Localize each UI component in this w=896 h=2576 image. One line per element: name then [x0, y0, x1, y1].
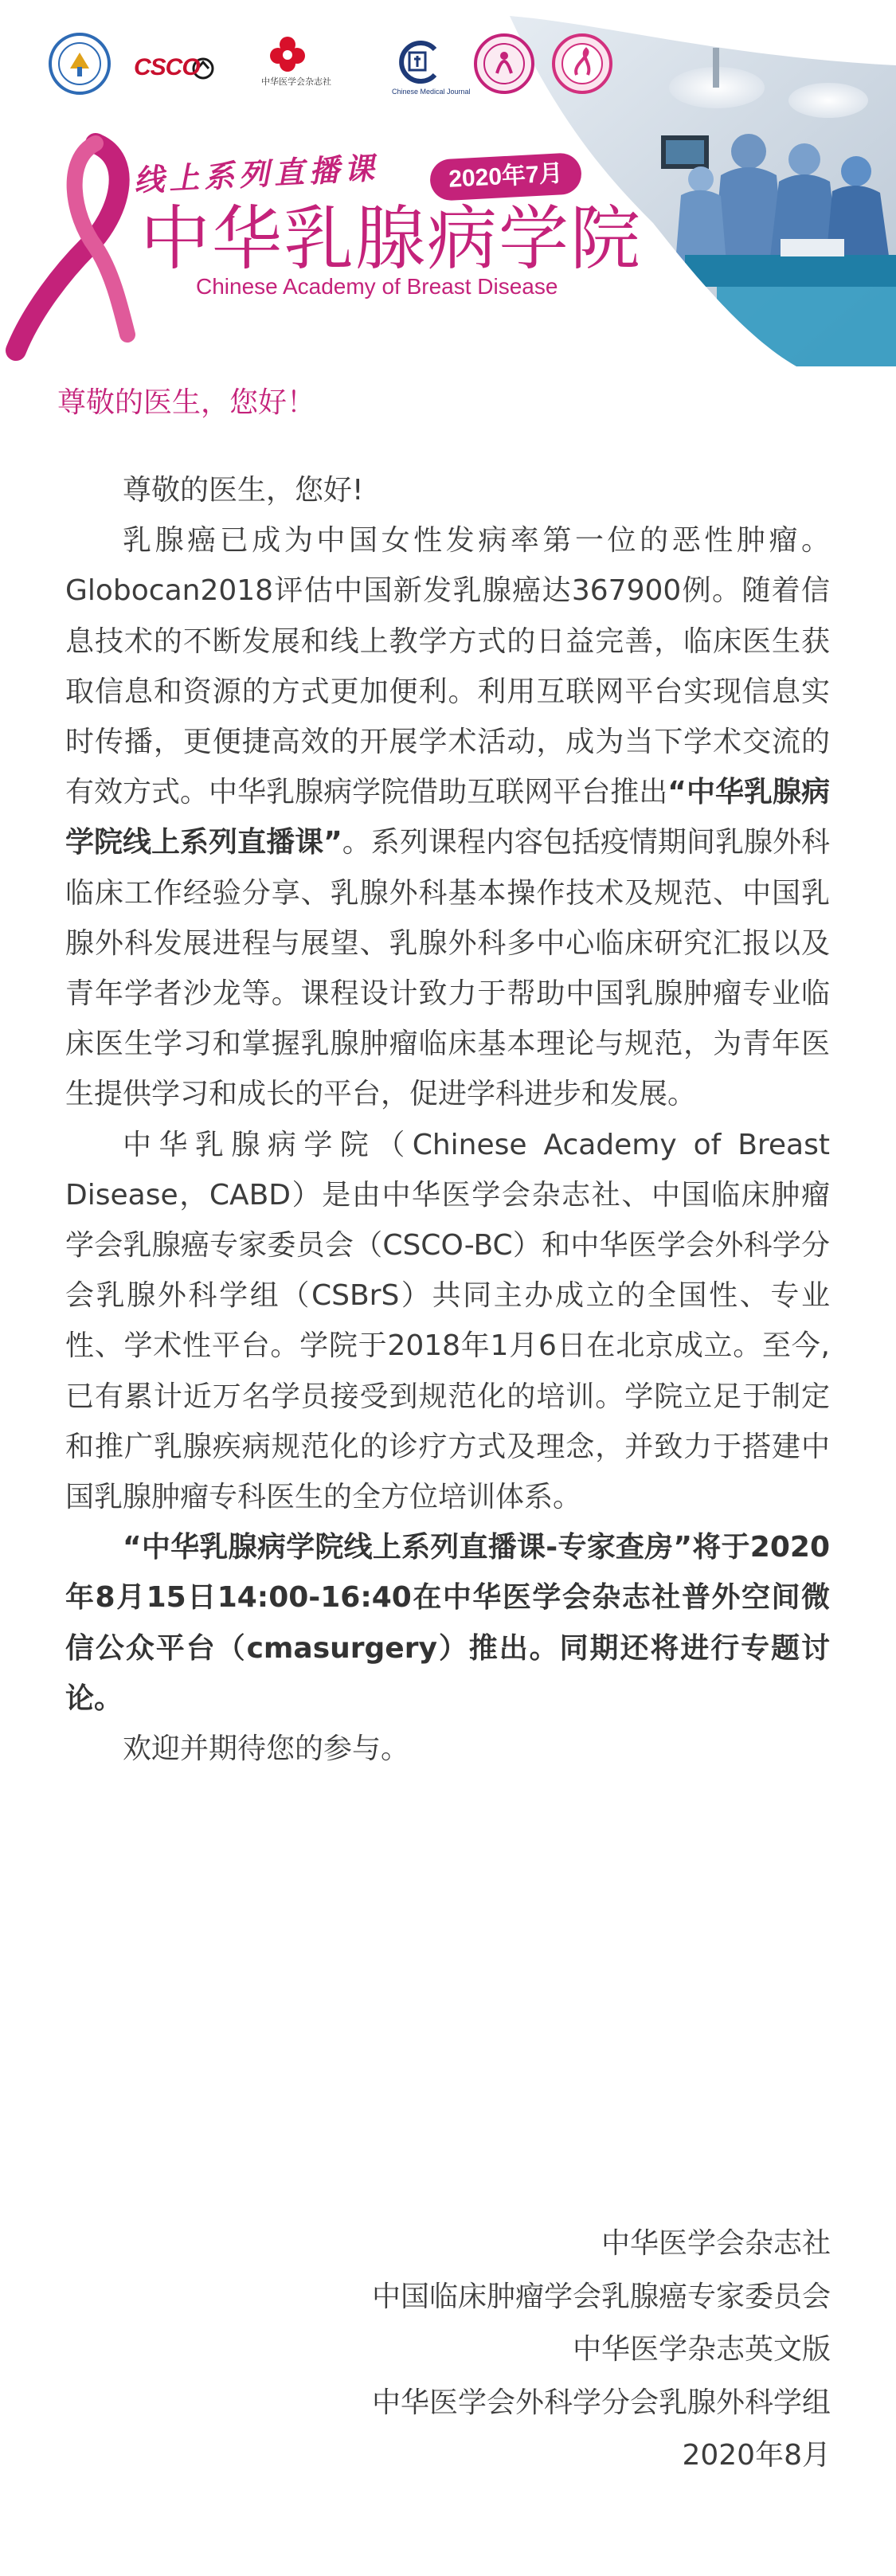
paragraph-intro-rest: 。系列课程内容包括疫情期间乳腺外科临床工作经验分享、乳腺外科基本操作技术及规范、中国乳腺外科发展进程与展望、乳腺外科多中心临床研究汇报以及青年学者沙龙等。课程设计致力于帮助中国乳腺肿瘤专业临床医生学习和掌握乳腺肿瘤临床基本理论与规范，为青年医生提供学习和成长的平台，促进学科进步和发展。 — [65, 826, 830, 1111]
greeting-heading: 尊敬的医生，您好！ — [57, 386, 316, 419]
date-badge: 2020年7月 — [429, 152, 582, 202]
announcement-text: “中华乳腺病学院线上系列直播课-专家查房”将于2020年8月15日14:00-16:40在中华医学会杂志社普外空间微信公众平台（cmasurgery）推出。同期还将进行专题讨论。 — [65, 1531, 830, 1715]
cabd-emblem-icon — [551, 32, 613, 96]
salutation: 尊敬的医生，您好! — [123, 474, 364, 507]
course-name-highlight: “中华乳腺病学院线上系列直播课” — [65, 776, 830, 859]
cma-publishing-house-logo-text: 中华医学会杂志社 — [261, 76, 331, 87]
cma-seal-icon — [48, 32, 112, 96]
signoff-org-1: 中华医学会杂志社 — [601, 2227, 831, 2260]
paragraph-intro — [65, 515, 830, 1119]
paragraph-academy: 中华乳腺病学院（Chinese Academy of Breast Disease，CABD）是由中华医学会杂志社、中国临床肿瘤学会乳腺癌专家委员会（CSCO-BC）和中华医学会外科学分会乳腺外科学组（CSBrS）共同主办成立的全国性、专业性、学术性平台。学院于2018年1月6日在北京成立。至今,已有累计近万名学员接受到规范化的培训。学院立足于制定和推广乳腺疾病规范化的诊疗方式及理念，并致力于搭建中国乳腺肿瘤专科医生的全方位培训体系。 — [65, 1128, 830, 1514]
logo-row — [48, 32, 589, 104]
academy-name-en: Chinese Academy of Breast Disease — [196, 274, 558, 299]
signoff-org-3: 中华医学杂志英文版 — [572, 2333, 831, 2366]
paragraph-closing: 欢迎并期待您的参与。 — [123, 1732, 410, 1766]
csbrs-emblem-icon — [473, 32, 535, 96]
header-banner — [0, 0, 896, 366]
series-title: 线上系列直播课 — [132, 149, 380, 198]
signoff-org-4: 中华医学会外科学分会乳腺外科学组 — [371, 2386, 831, 2419]
signoff-block — [66, 2218, 831, 2483]
cma-publishing-house-logo-icon — [268, 35, 307, 73]
chinese-medical-journal-logo-icon — [395, 38, 440, 86]
signoff-org-2: 中国临床肿瘤学会乳腺癌专家委员会 — [371, 2280, 831, 2313]
paragraph-intro-text: 乳腺癌已成为中国女性发病率第一位的恶性肿瘤。Globocan2018评估中国新发乳腺癌达367900例。随着信息技术的不断发展和线上教学方式的日益完善，临床医生获取信息和资源的方式更加便利。利用互联网平台实现信息实时传播，更便捷高效的开展学术活动，成为当下学术交流的有效方式。中华乳腺病学院借助互联网平台推出 — [65, 524, 830, 809]
chinese-medical-journal-logo-text: Chinese Medical Journal — [392, 88, 471, 96]
academy-name: 中华乳腺病学院 — [140, 198, 643, 280]
paragraph-announcement — [65, 1522, 830, 1724]
csco-logo-text: CSCO — [134, 54, 200, 80]
signoff-date: 2020年8月 — [682, 2439, 831, 2472]
letter-body — [65, 465, 830, 1774]
